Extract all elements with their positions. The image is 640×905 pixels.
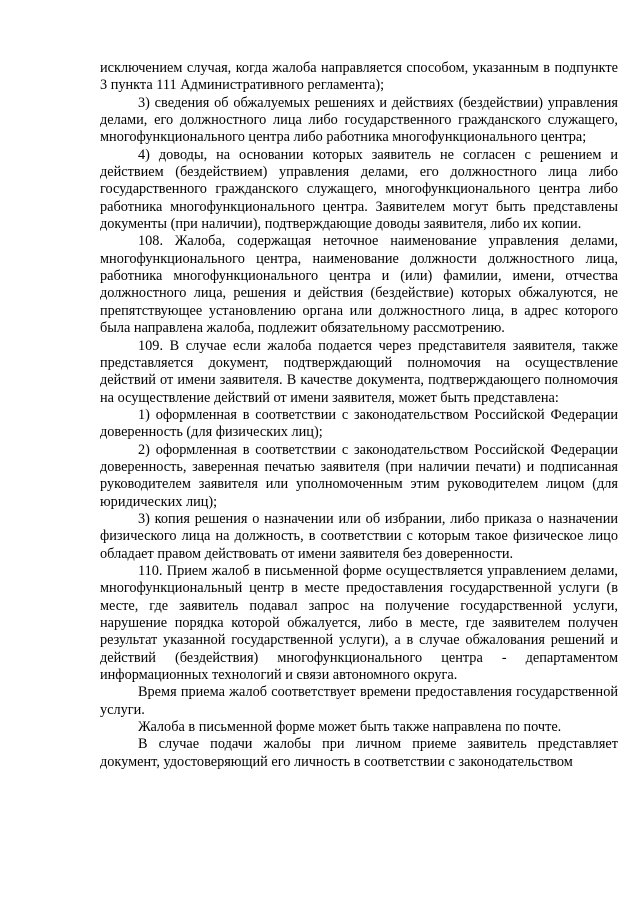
paragraph-continuation: исключением случая, когда жалоба направляется способом, указанным в подпункте 3 пункта 111 Административного регламента); [100, 60, 618, 94]
paragraph-personal-reception: В случае подачи жалобы при личном приеме заявитель представляет документ, удостоверяющий его личность в соответствии с законодательством [100, 736, 618, 770]
paragraph-109-item-3: 3) копия решения о назначении или об избрании, либо приказа о назначении физического лица на должность, в соответствии с которым такое физическое лицо обладает правом действовать от имени заявителя без доверенности. [100, 510, 618, 562]
paragraph-109: 109. В случае если жалоба подается через представителя заявителя, также представляется документ, подтверждающий полномочия на осуществление действий от имени заявителя. В качестве документа, подтверждающего полномочия на осуществление действий от имени заявителя, может быть представлена: [100, 337, 618, 406]
paragraph-mail: Жалоба в письменной форме может быть также направлена по почте. [138, 719, 562, 736]
paragraph-109-item-2: 2) оформленная в соответствии с законодательством Российской Федерации доверенность, заверенная печатью заявителя (при наличии печати) и подписанная руководителем заявителя или уполномоченным этим руководителем лицом (для юридических лиц); [100, 441, 618, 510]
paragraph-110: 110. Прием жалоб в письменной форме осуществляется управлением делами, многофункциональный центр в месте предоставления государственной услуги (в месте, где заявитель подавал запрос на получение государственной услуги, нарушение порядка которой обжалуется, либо в месте, где заявителем получен результат указанной государственной услуги), а в случае обжалования решений и действий (бездействия) многофункционального центра - департаментом информационных технологий и связи автономного округа. [100, 562, 618, 684]
paragraph-item-3: 3) сведения об обжалуемых решениях и действиях (бездействии) управления делами, его должностного лица либо государственного гражданского служащего, многофункционального центра либо работника многофункционального центра; [100, 94, 618, 146]
paragraph-108: 108. Жалоба, содержащая неточное наименование управления делами, многофункционального центра, наименование должности должностного лица, работника многофункционального центра и (или) фамилии, имени, отчества должностного лица, решения и действия (бездействие) которых обжалуются, не препятствующее установлению органа или должностного лица, в адрес которого была направлена жалоба, подлежит обязательному рассмотрению. [100, 233, 618, 337]
paragraph-reception-time: Время приема жалоб соответствует времени предоставления государственной услуги. [100, 684, 618, 718]
document-page [100, 60, 618, 771]
paragraph-109-item-1: 1) оформленная в соответствии с законодательством Российской Федерации доверенность (для физических лиц); [100, 406, 618, 441]
paragraph-item-4: 4) доводы, на основании которых заявитель не согласен с решением и действием (бездействием) управления делами, его должностного лица либо государственного гражданского служащего, многофункционального центра либо работника многофункционального центра. Заявителем могут быть представлены документы (при наличии), подтверждающие доводы заявителя, либо их копии. [100, 146, 618, 233]
